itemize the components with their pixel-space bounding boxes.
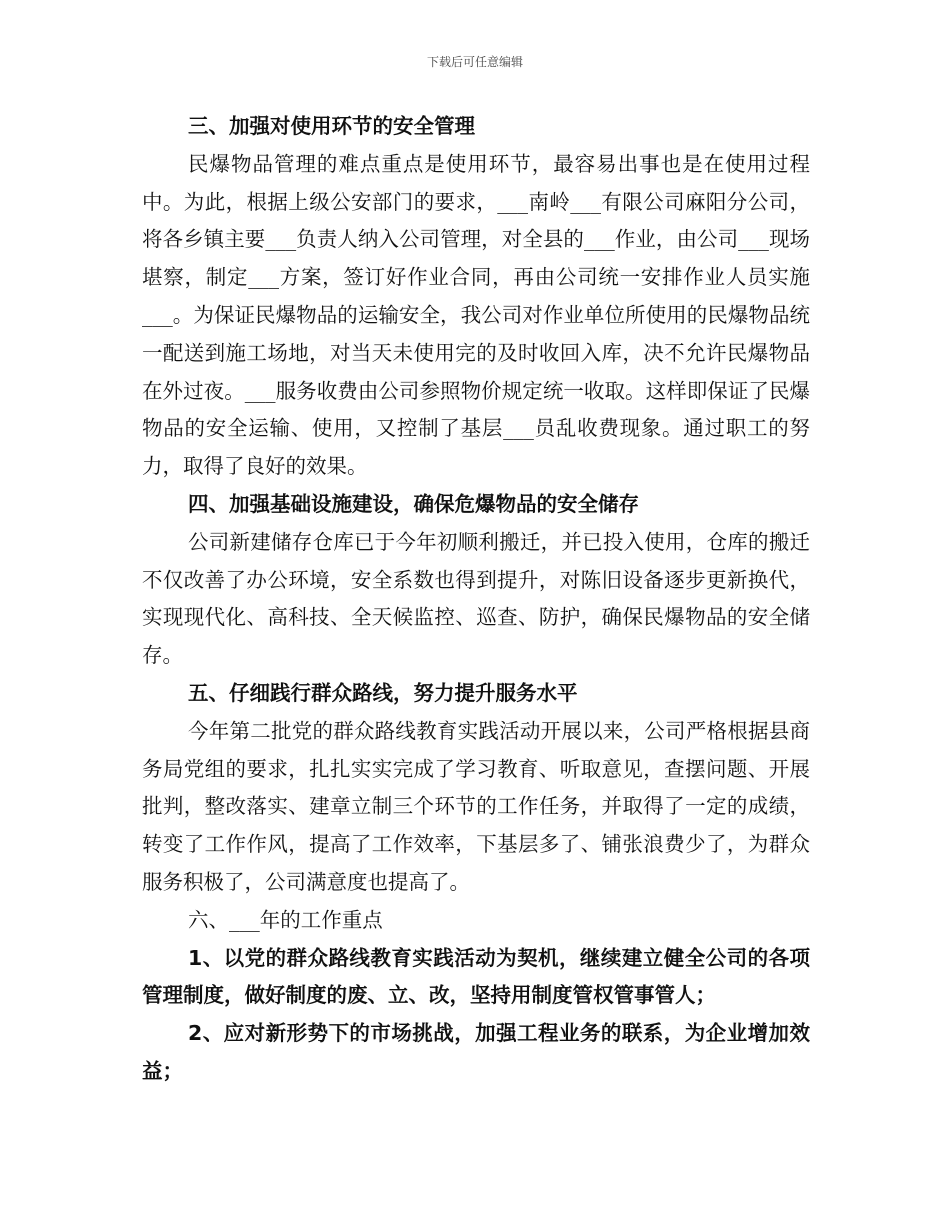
section-heading-6: 六、___年的工作重点 (188, 907, 383, 932)
document-body (142, 108, 810, 1091)
section-heading-3: 三、加强对使用环节的安全管理 (188, 114, 475, 138)
section-paragraph-3: 民爆物品管理的难点重点是使用环节，最容易出事也是在使用过程中。为此，根据上级公安部门的要求，___南岭___有限公司麻阳分公司，将各乡镇主要___负责人纳入公司管理，对全县的___作业，由公司___现场堪察，制定___方案，签订好作业合同，再由公司统一安排作业人员实施___。为保证民爆物品的运输安全，我公司对作业单位所使用的民爆物品统一配送到施工场地，对当天未使用完的及时收回入库，决不允许民爆物品在外过夜。___服务收费由公司参照物价规定统一收取。这样即保证了民爆物品的安全运输、使用，又控制了基层___员乱收费现象。通过职工的努力，取得了良好的效果。 (142, 151, 810, 479)
section-paragraph-5: 今年第二批党的群众路线教育实践活动开展以来，公司严格根据县商务局党组的要求，扎扎实实完成了学习教育、听取意见，查摆问题、开展批判，整改落实、建章立制三个环节的工作任务，并取得了一定的成绩，转变了工作作风，提高了工作效率，下基层多了、铺张浪费少了，为群众服务积极了，公司满意度也提高了。 (142, 718, 810, 894)
work-item-1: 1、以党的群众路线教育实践活动为契机，继续建立健全公司的各项管理制度，做好制度的废、立、改，坚持用制度管权管事管人； (142, 945, 810, 1008)
section-heading-5: 五、仔细践行群众路线，努力提升服务水平 (188, 680, 578, 705)
section-heading-4: 四、加强基础设施建设，确保危爆物品的安全储存 (188, 491, 639, 516)
section-paragraph-4: 公司新建储存仓库已于今年初顺利搬迁，并已投入使用，仓库的搬迁不仅改善了办公环境，安全系数也得到提升，对陈旧设备逐步更新换代，实现现代化、高科技、全天候监控、巡查、防护，确保民爆物品的安全储存。 (142, 529, 810, 668)
work-item-2: 2、应对新形势下的市场挑战，加强工程业务的联系，为企业增加效益； (142, 1021, 810, 1083)
page-header: 下载后可任意编辑 (426, 55, 523, 69)
